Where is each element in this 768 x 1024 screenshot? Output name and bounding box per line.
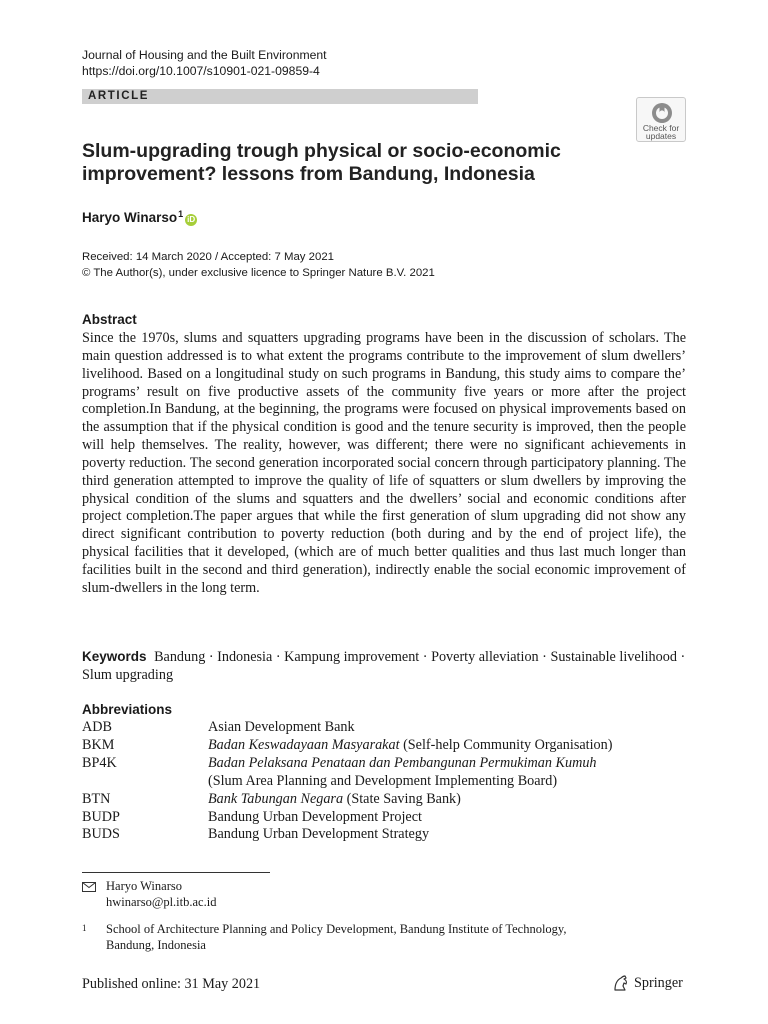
abbreviation-row [82,791,686,809]
journal-name: Journal of Housing and the Built Environment [82,48,327,62]
abbreviation-value [208,809,686,827]
abbreviation-key: BP4K [82,754,117,771]
affiliation-line: Bandung, Indonesia [106,937,206,952]
author-affil-mark: 1 [178,209,184,219]
abbreviation-value [208,719,686,737]
footnote-divider [82,872,270,873]
article-label: ARTICLE [88,90,150,102]
publisher-name: Springer [634,974,683,991]
abbreviation-row [82,755,686,791]
keywords-label: Keywords [82,649,147,664]
abbreviation-key: ADB [82,719,112,735]
abbreviation-row [82,826,686,844]
title-line: Slum-upgrading trough physical or socio-economic [82,140,561,162]
envelope-icon [82,882,96,892]
correspondence-name: Haryo Winarso [106,879,182,893]
abbreviation-plain: Asian Development Bank [208,719,355,735]
abbreviation-value [208,755,686,791]
affiliation-number: 1 [82,923,87,933]
abbreviation-key: BUDP [82,808,120,825]
abstract-text: Since the 1970s, slums and squatters upgrading programs have been in the discussion of scholars. The main question addressed is to what extent the programs contribute to the improvement of slum dwellers’ livelihood. Based on a longitudinal study on such programs in Bandung, this study aims to compare the’ programs’ result on five productive assets of the community five years or more after the project completion.In Bandung, at the beginning, the programs were focused on physical improvements based on the assumption that if the physical condition is good and the tenure security is improved, then the people will help themselves. The reality, however, was different; there were no significant achievements in poverty reduction. The second generation incorporated social concern through participatory planning. The third generation attempted to improve the quality of life of squatters or slum dwellers by improving the physical condition of the slums and squatters and the dwellers’ social and economic conditions after project completion.The paper argues that while the first generation of slum upgrading did not show any direct significant contribution to poverty reduction (both during and by the end of project life), the physical facilities that it developed, (which are of much better qualities and thus last much longer than facilities built in the second and third generation), indirectly enable the social economic improvement of slum-dwellers in the long term. [82,330,686,596]
abbreviation-plain: (State Saving Bank) [343,790,461,807]
affiliation-line: School of Architecture Planning and Policy Development, Bandung Institute of Technology, [106,922,567,936]
article-title [82,140,602,186]
abbreviation-key: BKM [82,736,115,753]
doi-link[interactable]: https://doi.org/10.1007/s10901-021-09859-4 [82,64,320,78]
abbreviation-plain: Bandung Urban Development Strategy [208,826,430,843]
abbreviation-italic: Bank Tabungan Negara [208,790,344,807]
affiliation-text [106,922,666,953]
springer-horse-icon [612,974,630,992]
author-name[interactable]: Haryo Winarso [82,210,178,225]
orcid-icon[interactable]: iD [187,215,196,224]
check-for-updates-icon [650,102,674,124]
abbreviation-value [208,737,686,755]
abbreviation-key: BUDS [82,826,120,843]
abbreviation-row [82,719,686,737]
abbreviations-list [82,719,686,844]
check-badge-line1: Check for [642,123,680,133]
journal-header [82,47,327,79]
abbreviation-row [82,809,686,827]
abbreviation-second-line: (Slum Area Planning and Development Implementing Board) [208,772,558,789]
abbreviation-italic: Badan Keswadayaan Masyarakat [208,736,400,753]
received-accepted: Received: 14 March 2020 / Accepted: 7 May 2021 [82,251,335,263]
abbreviation-italic: Badan Pelaksana Penataan dan Pembangunan Permukiman Kumuh [208,754,597,771]
abbreviation-plain: Bandung Urban Development Project [208,808,422,825]
abbreviations-heading: Abbreviations [82,702,173,717]
article-dates [82,249,435,281]
title-line: improvement? lessons from Bandung, Indonesia [82,163,535,185]
abbreviation-plain: (Self-help Community Organisation) [399,736,613,753]
abbreviation-key: BTN [82,790,111,807]
keywords-list: Bandung · Indonesia · Kampung improvement · Poverty alleviation · Sustainable livelihood · Slum upgrading [82,649,686,683]
copyright: © The Author(s), under exclusive licence to Springer Nature B.V. 2021 [82,267,435,279]
correspondence-email[interactable]: hwinarso@pl.itb.ac.id [106,894,217,909]
check-badge-line2: updates [645,131,677,141]
published-online: Published online: 31 May 2021 [82,976,261,992]
abbreviation-value [208,791,686,809]
author-line [82,209,197,226]
abbreviation-value [208,826,686,844]
springer-logo[interactable] [612,974,683,992]
abstract-heading: Abstract [82,312,137,327]
check-for-updates-badge[interactable] [636,97,686,142]
article-type-bar [82,89,478,104]
abbreviation-row [82,737,686,755]
keywords [82,648,686,685]
correspondence-details [106,879,216,910]
